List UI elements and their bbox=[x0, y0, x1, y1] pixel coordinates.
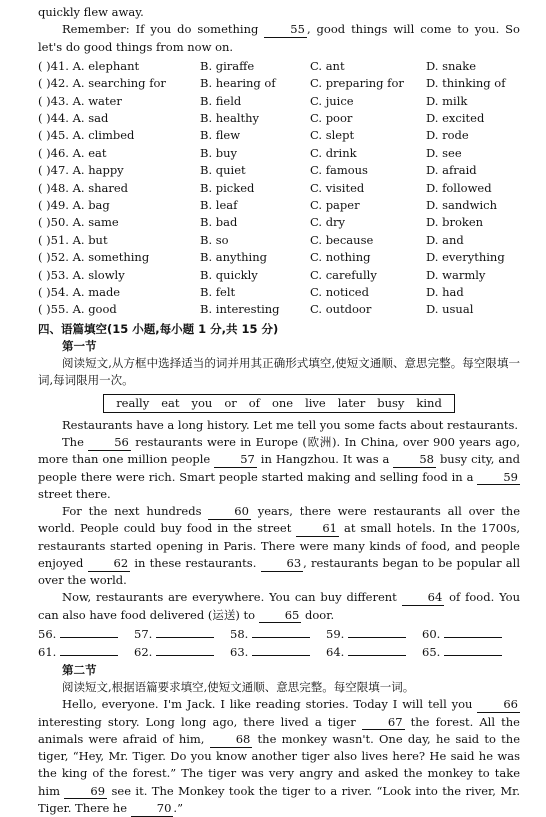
blank-61[interactable]: 61 bbox=[296, 522, 339, 537]
blank-56[interactable]: 56 bbox=[88, 436, 131, 451]
blank-64[interactable]: 64 bbox=[402, 591, 445, 606]
answer-blank[interactable] bbox=[348, 627, 406, 638]
word-box-item: one bbox=[271, 395, 294, 410]
option-d[interactable]: D. see bbox=[426, 145, 462, 160]
option-c[interactable]: C. visited bbox=[310, 180, 365, 195]
option-d[interactable]: D. excited bbox=[426, 110, 485, 125]
question-stem-option-a[interactable]: ( )51. A. but bbox=[38, 232, 108, 247]
blank-68[interactable]: 68 bbox=[210, 733, 253, 748]
blank-57[interactable]: 57 bbox=[214, 453, 257, 468]
question-row bbox=[38, 214, 520, 231]
answer-number: 56. bbox=[38, 627, 57, 642]
question-stem-option-a[interactable]: ( )45. A. climbed bbox=[38, 128, 135, 143]
answer-item bbox=[38, 626, 134, 643]
question-row bbox=[38, 127, 520, 144]
question-stem-option-a[interactable]: ( )41. A. elephant bbox=[38, 58, 140, 73]
paragraph-2 bbox=[38, 434, 520, 503]
word-box-item: later bbox=[337, 395, 366, 410]
answer-blank[interactable] bbox=[156, 645, 214, 656]
option-d[interactable]: D. usual bbox=[426, 302, 474, 317]
blank-63[interactable]: 63 bbox=[261, 557, 304, 572]
question-row bbox=[38, 232, 520, 249]
option-c[interactable]: C. because bbox=[310, 232, 374, 247]
question-row bbox=[38, 58, 520, 75]
question-stem-option-a[interactable]: ( )44. A. sad bbox=[38, 110, 109, 125]
answer-blank[interactable] bbox=[444, 645, 502, 656]
word-box-item: kind bbox=[416, 395, 442, 410]
question-row bbox=[38, 162, 520, 179]
answer-number: 58. bbox=[230, 627, 249, 642]
part-1-title: 第一节 bbox=[62, 338, 97, 353]
answer-number: 57. bbox=[134, 627, 153, 642]
question-row bbox=[38, 179, 520, 196]
option-b[interactable]: B. buy bbox=[200, 145, 238, 160]
answer-lines bbox=[38, 626, 520, 662]
question-stem-option-a[interactable]: ( )54. A. made bbox=[38, 284, 121, 299]
option-b[interactable]: B. so bbox=[200, 232, 229, 247]
option-d[interactable]: D. milk bbox=[426, 93, 468, 108]
blank-55[interactable]: 55 bbox=[264, 23, 307, 38]
option-c[interactable]: C. outdoor bbox=[310, 302, 372, 317]
question-stem-option-a[interactable]: ( )42. A. searching for bbox=[38, 76, 166, 91]
paragraph-5 bbox=[38, 696, 520, 817]
text: in Hangzhou. It was a bbox=[256, 452, 394, 467]
text: Hello, everyone. I'm Jack. I like reading stories. Today I will tell you bbox=[62, 697, 478, 712]
option-c[interactable]: C. drink bbox=[310, 145, 357, 160]
question-stem-option-a[interactable]: ( )52. A. something bbox=[38, 250, 150, 265]
part-2-instructions: 阅读短文,根据语篇要求填空,使短文通顺、意思完整。每空限填一词。 bbox=[62, 680, 415, 695]
option-b[interactable]: B. interesting bbox=[200, 302, 280, 317]
answer-item bbox=[134, 626, 230, 643]
option-d[interactable]: D. and bbox=[426, 232, 464, 247]
text: restaurants were in Europe (欧洲). In China, over 900 years ago, more than one million people bbox=[38, 435, 520, 467]
question-stem-option-a[interactable]: ( )47. A. happy bbox=[38, 163, 124, 178]
option-c[interactable]: C. paper bbox=[310, 197, 360, 212]
word-box-item: of bbox=[248, 395, 260, 410]
option-b[interactable]: B. quiet bbox=[200, 163, 246, 178]
text: of food. You can also have food delivered (运送) to bbox=[38, 590, 520, 622]
option-c[interactable]: C. poor bbox=[310, 110, 353, 125]
word-box bbox=[38, 394, 520, 413]
question-stem-option-a[interactable]: ( )43. A. water bbox=[38, 93, 122, 108]
option-d[interactable]: D. broken bbox=[426, 215, 484, 230]
option-b[interactable]: B. leaf bbox=[200, 197, 238, 212]
text: years, there were restaurants all over the world. People could buy food in the street bbox=[38, 504, 521, 536]
blank-58[interactable]: 58 bbox=[393, 453, 436, 468]
answer-item bbox=[134, 644, 230, 661]
option-c[interactable]: C. ant bbox=[310, 58, 345, 73]
text: busy city, and people there were rich. Smart people started making and selling food in a bbox=[38, 452, 521, 484]
answer-item bbox=[422, 626, 518, 643]
text: Now, restaurants are everywhere. You can buy different bbox=[62, 590, 402, 605]
paragraph-top bbox=[38, 4, 520, 21]
answer-item bbox=[326, 644, 422, 661]
option-b[interactable]: B. flew bbox=[200, 128, 241, 143]
blank-69[interactable]: 69 bbox=[64, 785, 107, 800]
question-stem-option-a[interactable]: ( )49. A. bag bbox=[38, 197, 110, 212]
text: For the next hundreds bbox=[62, 504, 209, 519]
word-box-item: eat bbox=[161, 395, 180, 410]
answer-row bbox=[38, 626, 520, 644]
option-d[interactable]: D. had bbox=[426, 284, 464, 299]
question-stem-option-a[interactable]: ( )46. A. eat bbox=[38, 145, 107, 160]
question-row bbox=[38, 75, 520, 92]
option-b[interactable]: B. picked bbox=[200, 180, 255, 195]
text: the monkey wasn't. One day, he said to the tiger, “Hey, Mr. Tiger. Do you know another tiger also lives here? He said he was the king of the forest.” The tiger was very angry and asked the monkey to take him bbox=[38, 731, 520, 798]
answer-row bbox=[38, 644, 520, 662]
text: interesting story. Long long ago, there lived a tiger bbox=[38, 714, 362, 729]
answer-item bbox=[38, 644, 134, 661]
text: street there. bbox=[38, 486, 111, 501]
question-row bbox=[38, 110, 520, 127]
blank-65[interactable]: 65 bbox=[259, 609, 302, 624]
text: see it. The Monkey took the tiger to a river. “Look into the river, Mr. Tiger. There he bbox=[38, 783, 520, 815]
paragraph-3 bbox=[38, 503, 520, 589]
blank-66[interactable]: 66 bbox=[477, 698, 520, 713]
option-d[interactable]: D. snake bbox=[426, 58, 477, 73]
option-c[interactable]: C. nothing bbox=[310, 250, 371, 265]
option-b[interactable]: B. field bbox=[200, 93, 242, 108]
question-row bbox=[38, 145, 520, 162]
answer-blank[interactable] bbox=[252, 645, 310, 656]
blank-60[interactable]: 60 bbox=[208, 505, 251, 520]
answer-blank[interactable] bbox=[348, 645, 406, 656]
answer-blank[interactable] bbox=[60, 627, 118, 638]
text: Remember: If you do something bbox=[62, 22, 265, 37]
answer-number: 65. bbox=[422, 645, 441, 660]
option-b[interactable]: B. hearing of bbox=[200, 76, 276, 91]
word-box-item: or bbox=[224, 395, 237, 410]
option-d[interactable]: D. warmly bbox=[426, 267, 486, 282]
answer-number: 62. bbox=[134, 645, 153, 660]
word-box-frame bbox=[103, 394, 455, 413]
word-box-item: live bbox=[305, 395, 326, 410]
answer-blank[interactable] bbox=[156, 627, 214, 638]
option-b[interactable]: B. bad bbox=[200, 215, 238, 230]
option-d[interactable]: D. rode bbox=[426, 128, 469, 143]
question-stem-option-a[interactable]: ( )48. A. shared bbox=[38, 180, 129, 195]
paragraph-1: Restaurants have a long history. Let me tell you some facts about restaurants. bbox=[62, 417, 519, 432]
answer-blank[interactable] bbox=[60, 645, 118, 656]
section-4-title: 四、语篇填空(15 小题,每小题 1 分,共 15 分) bbox=[38, 321, 279, 336]
option-c[interactable]: C. slept bbox=[310, 128, 355, 143]
option-c[interactable]: C. famous bbox=[310, 163, 368, 178]
question-stem-option-a[interactable]: ( )50. A. same bbox=[38, 215, 119, 230]
option-c[interactable]: C. preparing for bbox=[310, 76, 404, 91]
answer-number: 61. bbox=[38, 645, 57, 660]
answer-item bbox=[230, 644, 326, 661]
option-c[interactable]: C. dry bbox=[310, 215, 346, 230]
text: in these restaurants. bbox=[130, 555, 261, 570]
question-stem-option-a[interactable]: ( )53. A. slowly bbox=[38, 267, 125, 282]
answer-number: 64. bbox=[326, 645, 345, 660]
paragraph-remember bbox=[38, 21, 520, 56]
answer-item bbox=[326, 626, 422, 643]
text: , restaurants began to be popular all over the world. bbox=[38, 555, 520, 588]
text: , good things will come to you. So let's do good things from now on. bbox=[38, 22, 520, 54]
option-d[interactable]: D. afraid bbox=[426, 163, 477, 178]
text: the forest. All the animals were afraid of him, bbox=[38, 714, 520, 746]
text: at small hotels. In the 1700s, restaurants started opening in Paris. There were many kinds of food, and people enjoyed bbox=[38, 521, 521, 570]
part-2-title: 第二节 bbox=[62, 662, 97, 677]
answer-item bbox=[422, 644, 518, 661]
option-c[interactable]: C. carefully bbox=[310, 267, 377, 282]
answer-number: 63. bbox=[230, 645, 249, 660]
option-c[interactable]: C. juice bbox=[310, 93, 354, 108]
answer-item bbox=[230, 626, 326, 643]
option-b[interactable]: B. anything bbox=[200, 250, 267, 265]
text: quickly flew away. bbox=[38, 5, 144, 19]
part-1-instructions: 阅读短文,从方框中选择适当的词并用其正确形式填空,使短文通顺、意思完整。每空限填一词,每词限用一次。 bbox=[38, 356, 520, 388]
question-row bbox=[38, 301, 520, 318]
question-row bbox=[38, 249, 520, 266]
answer-number: 60. bbox=[422, 627, 441, 642]
option-d[interactable]: D. everything bbox=[426, 250, 505, 265]
option-d[interactable]: D. sandwich bbox=[426, 197, 498, 212]
question-row bbox=[38, 284, 520, 301]
question-row bbox=[38, 197, 520, 214]
option-b[interactable]: B. felt bbox=[200, 284, 236, 299]
word-box-item: busy bbox=[377, 395, 405, 410]
question-stem-option-a[interactable]: ( )55. A. good bbox=[38, 302, 117, 317]
blank-70[interactable]: 70 bbox=[131, 802, 174, 817]
question-list bbox=[38, 58, 520, 319]
option-d[interactable]: D. followed bbox=[426, 180, 492, 195]
paragraph-4 bbox=[38, 589, 520, 624]
option-b[interactable]: B. healthy bbox=[200, 110, 260, 125]
question-row bbox=[38, 93, 520, 110]
answer-number: 59. bbox=[326, 627, 345, 642]
text: .” bbox=[173, 800, 183, 815]
word-box-item: really bbox=[116, 395, 150, 410]
blank-67[interactable]: 67 bbox=[362, 716, 405, 731]
option-c[interactable]: C. noticed bbox=[310, 284, 369, 299]
blank-59[interactable]: 59 bbox=[477, 471, 520, 486]
text: The bbox=[62, 435, 89, 450]
question-row bbox=[38, 266, 520, 283]
answer-blank[interactable] bbox=[252, 627, 310, 638]
option-b[interactable]: B. giraffe bbox=[200, 58, 255, 73]
option-d[interactable]: D. thinking of bbox=[426, 76, 506, 91]
answer-blank[interactable] bbox=[444, 627, 502, 638]
blank-62[interactable]: 62 bbox=[88, 557, 131, 572]
text: door. bbox=[301, 607, 335, 622]
option-b[interactable]: B. quickly bbox=[200, 267, 258, 282]
word-box-item: you bbox=[191, 395, 213, 410]
